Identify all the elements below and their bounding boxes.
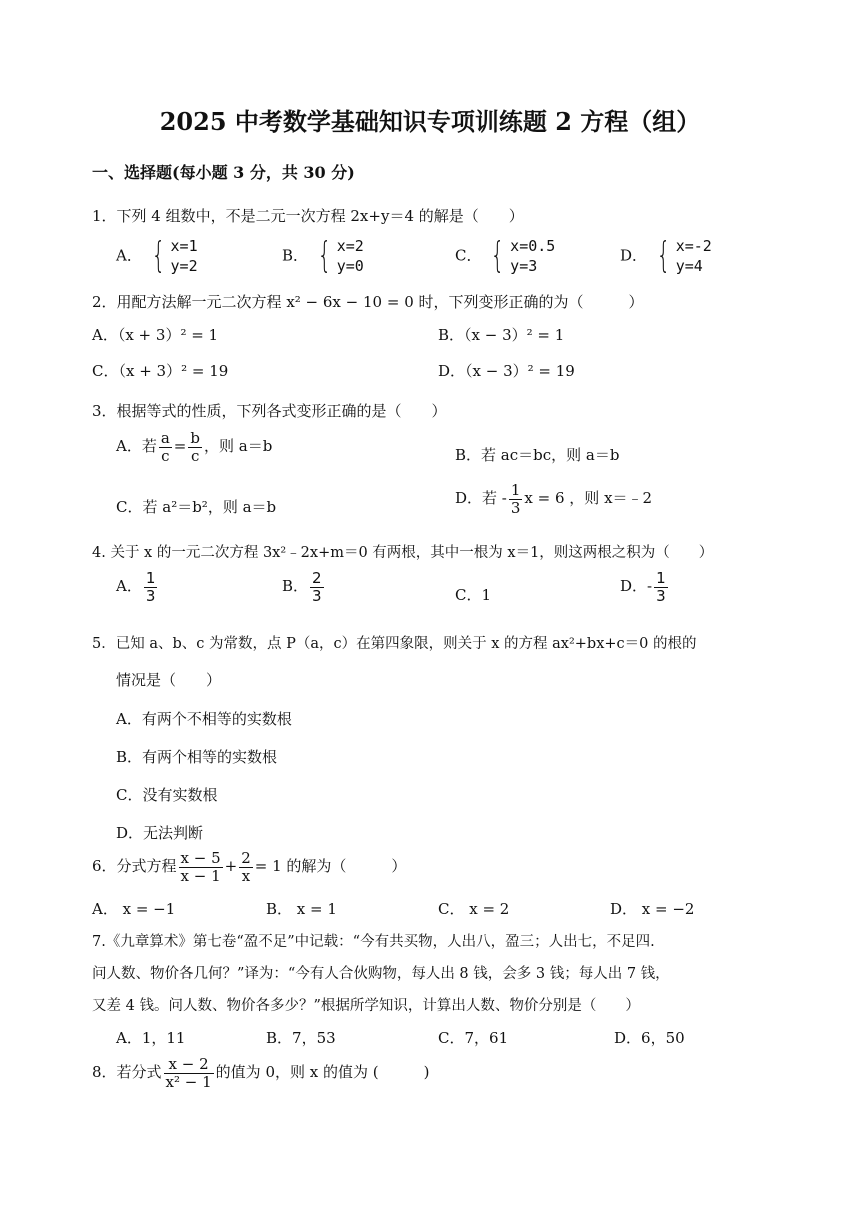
question-6-stem: 6．分式方程 $\frac{x - 5}{x - 1}$ + $\frac{2}{x}$ = 1 的解为（ ） [92,849,407,885]
equation-system-b: { x=2 y=0 [317,235,364,277]
q2-option-b: B．（x − 3）² = 1 [438,326,565,344]
fraction: $\frac{1}{3}$ [656,569,666,605]
q6-option-d: D． x = −2 [610,900,695,918]
q6-option-c: C． x = 2 [438,900,510,918]
brace-icon: { [317,235,332,277]
fraction: $\frac{x - 5}{x - 1}$ [180,849,221,885]
fraction: $\frac{1}{3}$ [145,569,156,605]
q3-option-d: D．若 - $\frac{1}{3}$ x = 6 ，则 x＝﹣2 [455,481,653,517]
q1-option-d [620,236,712,277]
section-heading: 一、选择题(每小题 3 分，共 30 分) [92,163,355,182]
question-4-stem: 4. 关于 x 的一元二次方程 3x²﹣2x+m＝0 有两根，其中一根为 x＝1，则这两根之积为（ ） [92,545,714,561]
fraction: $\frac{a}{c}$ [160,429,170,465]
q5-option-a: A．有两个不相等的实数根 [116,710,292,728]
question-8-stem: 8．若分式 $\frac{x - 2}{\text{x² − 1}}$ 的值为 0，则 x 的值为 ( ) [92,1055,430,1091]
equation-system-c: { x=0.5 y=3 [490,235,556,277]
q7-option-c: C．7，61 [438,1029,509,1047]
page-title: 2025 中考数学基础知识专项训练题 2 方程（组） [159,107,701,136]
q6-option-b: B． x = 1 [266,900,337,918]
q2-option-a: A．（x + 3）² = 1 [92,326,219,344]
q2-option-c: C．（x + 3）² = 19 [92,362,229,380]
q4-option-d: D．- $\frac{1}{3}$ [620,569,666,605]
q4-option-b: B． $\frac{2}{3}$ [282,569,322,605]
q1-option-b-label: B． [282,246,309,265]
q6-option-a: A． x = −1 [92,900,176,918]
equation-system-a: { x=1 y=2 [151,235,198,277]
fraction: $\frac{x - 2}{\text{x² − 1}}$ [165,1055,212,1091]
q1-option-d-label: D． [620,246,648,265]
q7-option-a: A．1，11 [116,1029,186,1047]
q1-option-c-label: C． [455,246,482,265]
q1-option-a [116,236,198,277]
q7-option-d: D．6，50 [614,1029,685,1047]
question-7-line3: 又差 4 钱。问人数、物价各多少？”根据所学知识，计算出人数、物价分别是（ ） [92,998,640,1014]
question-5-stem-line2: 情况是（ ） [116,671,222,689]
q4-option-a: A． $\frac{1}{3}$ [116,569,156,605]
q3-option-c: C．若 a²＝b²，则 a＝b [116,498,277,516]
brace-icon: { [490,235,505,277]
q2-option-d: D．（x − 3）² = 19 [438,362,575,380]
q3-option-a: A．若 $\frac{a}{c}$ = $\frac{b}{c}$ ，则 a＝b [116,429,273,465]
q1-option-b [282,236,364,277]
q5-option-c: C．没有实数根 [116,786,218,804]
q3-option-b: B．若 ac＝bc，则 a＝b [455,446,620,464]
question-7-line2: 问人数、物价各几何？”译为：“今有人合伙购物，每人出 8 钱，会多 3 钱；每人出 7 钱， [92,966,670,982]
question-3-stem: 3．根据等式的性质，下列各式变形正确的是（ ） [92,402,447,420]
question-5-stem-line1: 5．已知 a、b、c 为常数，点 P（a，c）在第四象限，则关于 x 的方程 ax²+bx+c＝0 的根的 [92,636,697,652]
equation-system-d: { x=-2 y=4 [656,235,712,277]
q5-option-b: B．有两个相等的实数根 [116,748,278,766]
brace-icon: { [151,235,165,277]
question-7-line1: 7.《九章算术》第七卷“盈不足”中记载：“今有共买物，人出八，盈三；人出七，不足四. [92,934,655,950]
fraction: $\frac{2}{x}$ [241,849,251,885]
fraction: $\frac{1}{3}$ [510,481,521,517]
q7-option-b: B．7，53 [266,1029,336,1047]
q1-option-c [455,236,555,277]
q5-option-d: D．无法判断 [116,824,204,842]
question-1-stem: 1．下列 4 组数中，不是二元一次方程 2x+y＝4 的解是（ ） [92,207,524,225]
q4-option-c: C．1 [455,586,492,604]
fraction: $\frac{2}{3}$ [312,569,322,605]
fraction: $\frac{b}{c}$ [190,429,200,465]
question-2-stem: 2．用配方法解一元二次方程 x² − 6x − 10 = 0 时，下列变形正确的为（ ） [92,293,644,311]
q1-option-a-label: A． [116,246,142,265]
brace-icon: { [656,235,671,277]
